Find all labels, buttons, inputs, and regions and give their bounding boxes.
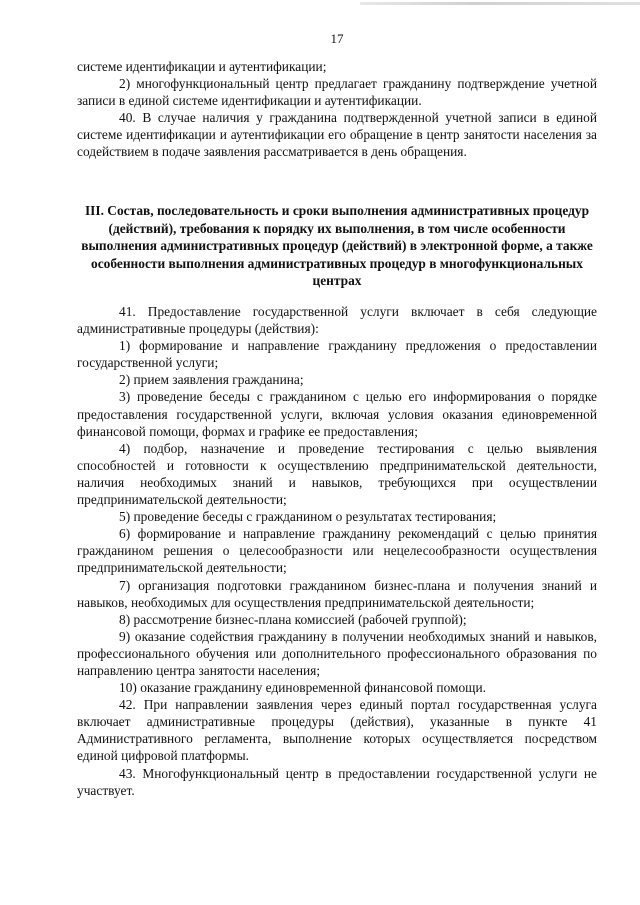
scan-artifact-line [360,2,640,5]
list-item: 2) прием заявления гражданина; [119,372,304,388]
paragraph: 43. Многофункциональный центр в предоставлении государственной услуги не участвует. [77,765,597,798]
list-item: 7) организация подготовки гражданином бизнес-плана и получения знаний и навыков, необходимых для осуществления предпринимательской деятельности; [77,577,597,610]
paragraph: 41. Предоставление государственной услуги включает в себя следующие административные процедуры (действия): [77,304,597,337]
paragraph: системе идентификации и аутентификации; [77,59,327,74]
list-item: 3) проведение беседы с гражданином с целью его информирования о порядке предоставления государственной услуги, включая условия оказания единовременной финансовой помощи, формах и графике ее предоставления; [77,389,597,439]
paragraph: 2) многофункциональный центр предлагает гражданину подтверждение учетной записи в единой системе идентификации и аутентификации. [77,76,597,109]
list-item: 4) подбор, назначение и проведение тестирования с целью выявления способностей и готовности к осуществлению предпринимательской деятельности, наличия необходимых знаний и навыков, требующихся при осуществлении предпринимательской деятельности; [77,440,597,508]
list-item: 5) проведение беседы с гражданином о результатах тестирования; [119,509,497,525]
text-block-top [77,58,597,161]
list-item: 9) оказание содействия гражданину в получении необходимых знаний и навыков, профессионального обучения или дополнительного профессионального образования по направлению центра занятости населения; [77,628,597,678]
text-block-main [77,303,597,799]
list-item: 6) формирование и направление гражданину рекомендаций с целью принятия гражданином решения о целесообразности или нецелесообразности осуществления предпринимательской деятельности; [77,526,597,576]
list-item: 1) формирование и направление гражданину предложения о предоставлении государственной услуги; [77,338,597,371]
list-item: 10) оказание гражданину единовременной финансовой помощи. [119,680,486,696]
section-heading-text: III. Состав, последовательность и сроки выполнения административных процедур (действий), требования к порядку их выполнения, в том числе особенности выполнения административных процедур (действий) в электронной форме, а также особенности выполнения административных процедур в многофункциональных центрах [81,203,593,289]
paragraph: 42. При направлении заявления через единый портал государственная услуга включает административные процедуры (действия), указанные в пункте 41 Административного регламента, выполнение которых осуществляется посредством единой цифровой платформы. [77,697,597,764]
list-item: 8) рассмотрение бизнес-плана комиссией (рабочей группой); [119,611,467,627]
section-heading [77,202,597,290]
page-number: 17 [330,31,344,46]
paragraph: 40. В случае наличия у гражданина подтвержденной учетной записи в единой системе идентификации и аутентификации его обращение в центр занятости населения за содействием в подаче заявления рассматривается в день обращения. [77,110,597,160]
